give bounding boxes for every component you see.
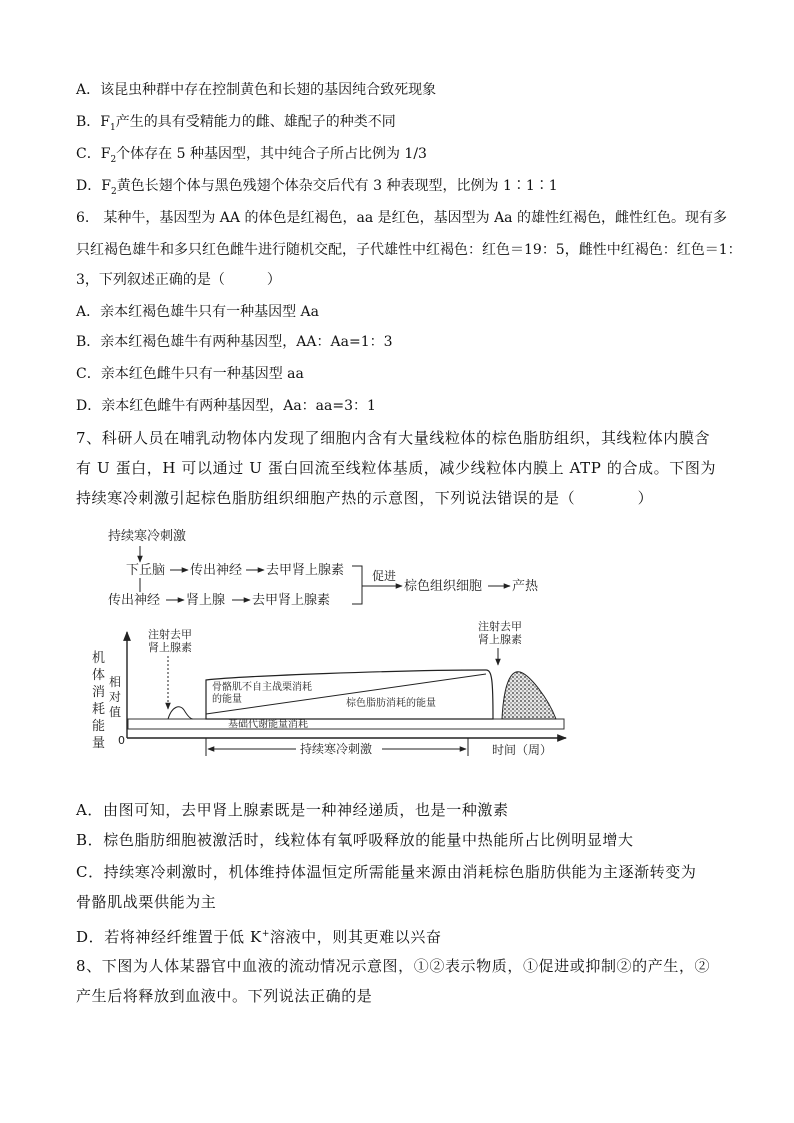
q7-option-d-sup: + [261, 929, 270, 939]
q5-option-d-text: 黄色长翅个体与黑色残翅个体杂交后代有 3 种表现型，比例为 1∶1∶1 [116, 178, 558, 194]
ylabel-char: 能 [92, 719, 106, 734]
q7-option-a: A．由图可知，去甲肾上腺素既是一种神经递质，也是一种激素 [76, 801, 509, 819]
q6-option-d: D．亲本红色雌牛有两种基因型，Aa：aa=3：1 [76, 398, 376, 414]
thermogenesis-figure [92, 520, 580, 790]
q5-option-b-sub: 1 [110, 122, 116, 133]
flow-bracket [352, 566, 362, 604]
graph-origin: 0 [118, 734, 125, 747]
q7-option-c-line1: C．持续寒冷刺激时，机体维持体温恒定所需能量来源由消耗棕色脂肪供能为主逐渐转变为 [76, 863, 697, 881]
flow-brown-cell: 棕色组织细胞 [404, 579, 483, 594]
q6-option-c: C．亲本红色雌牛只有一种基因型 aa [76, 366, 304, 382]
q5-option-b [76, 112, 396, 138]
q5-option-c-prefix: C．F [76, 146, 111, 162]
shiver-line1: 骨骼肌不自主战栗消耗 [212, 682, 312, 693]
flow-stimulus: 持续寒冷刺激 [108, 529, 187, 544]
flow-hypothalamus: 下丘脑 [126, 563, 166, 578]
q7-stem-line1: 7、科研人员在哺乳动物体内发现了细胞内含有大量线粒体的棕色脂肪组织，其线粒体内膜含 [76, 429, 711, 447]
basal-label: 基础代谢能量消耗 [228, 719, 308, 730]
ylabel-char: 消 [92, 685, 106, 700]
flow-efferent-1: 传出神经 [190, 563, 243, 578]
q7-stem-line3: 持续寒冷刺激引起棕色脂肪组织细胞产热的示意图，下列说法错误的是（ ） [76, 489, 654, 507]
q7-option-c-line2: 骨骼肌战栗供能为主 [76, 893, 217, 911]
inject2-line1: 注射去甲 [478, 620, 522, 633]
q6-stem-line2: 只红褐色雄牛和多只红色雌牛进行随机交配，子代雄性中红褐色：红色＝19：5，雌性中红褐色：红色＝1： [76, 242, 742, 258]
q7-option-d [76, 924, 442, 947]
cold-label: 持续寒冷刺激 [300, 742, 373, 756]
basal-band [128, 719, 564, 729]
graph-ylabel-2 [109, 674, 121, 719]
ylabel2-char: 相 [109, 675, 122, 689]
inject2-line2: 肾上腺素 [478, 633, 522, 646]
q5-option-c-sub: 2 [110, 154, 117, 165]
q7-option-b: B．棕色脂肪细胞被激活时，线粒体有氧呼吸释放的能量中热能所占比例明显增大 [76, 831, 634, 849]
q6-option-a: A．亲本红褐色雄牛只有一种基因型 Aa [76, 304, 320, 320]
q5-option-c [76, 144, 427, 170]
ylabel2-char: 值 [109, 705, 122, 719]
q6-stem-line1: 6. 某种牛，基因型为 AA 的体色是红褐色，aa 是红色，基因型为 Aa 的雄性红褐色，雌性红色。现有多 [76, 210, 727, 226]
shiver-line2: 的能量 [212, 694, 242, 705]
q6-option-b: B．亲本红褐色雄牛有两种基因型，AA：Aa=1：3 [76, 334, 393, 350]
flow-efferent-2: 传出神经 [108, 593, 161, 608]
inject2-peak [502, 672, 556, 719]
inject1-bump [168, 707, 193, 719]
flow-norepi-1: 去甲肾上腺素 [266, 563, 345, 578]
ylabel-char: 体 [92, 668, 106, 683]
q5-option-d [76, 176, 558, 202]
inject1-line1: 注射去甲 [148, 628, 192, 641]
q8-stem-line1: 8、下图为人体某器官中血液的流动情况示意图，①②表示物质，①促进或抑制②的产生，② [76, 957, 711, 975]
brown-energy-label: 棕色脂肪消耗的能量 [346, 698, 436, 709]
inject1-line2: 肾上腺素 [148, 641, 192, 654]
graph-ylabel [92, 650, 105, 751]
q7-option-d-prefix: D．若将神经纤维置于低 K [76, 928, 262, 946]
q8-stem-line2: 产生后将释放到血液中。下列说法正确的是 [76, 987, 373, 1005]
flow-heat: 产热 [512, 579, 539, 594]
q7-stem-line2: 有 U 蛋白，H 可以通过 U 蛋白回流至线粒体基质，减少线粒体内膜上 ATP 的合成。下图为 [76, 459, 717, 477]
flow-adrenal: 肾上腺 [186, 593, 226, 608]
q5-option-a: A．该昆虫种群中存在控制黄色和长翅的基因纯合致死现象 [76, 82, 437, 98]
q5-option-b-text: 产生的具有受精能力的雌、雄配子的种类不同 [115, 114, 396, 130]
ylabel-char: 量 [92, 736, 106, 751]
ylabel2-char: 对 [109, 690, 122, 704]
ylabel-char: 耗 [92, 702, 106, 717]
flow-promote: 促进 [372, 569, 397, 583]
q6-stem-line3: 3，下列叙述正确的是（ ） [76, 272, 281, 288]
flow-norepi-2: 去甲肾上腺素 [252, 593, 331, 608]
q5-option-d-sub: 2 [110, 186, 117, 197]
time-label: 时间（周） [492, 743, 553, 757]
ylabel-char: 机 [92, 651, 106, 666]
q5-option-b-prefix: B．F [76, 114, 111, 130]
q7-option-d-text: 溶液中，则其更难以兴奋 [269, 928, 442, 946]
q5-option-d-prefix: D．F [76, 178, 111, 194]
cold-energy-region [206, 670, 493, 719]
q5-option-c-text: 个体存在 5 种基因型，其中纯合子所占比例为 1/3 [116, 146, 427, 162]
